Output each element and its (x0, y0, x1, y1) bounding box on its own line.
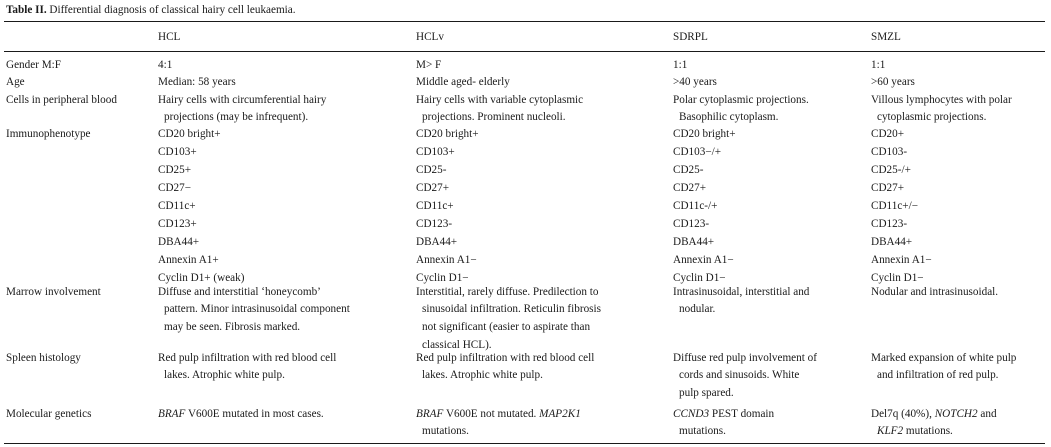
cell-cells-in-peripheral-blood-hclv-line: Hairy cells with variable cytoplasmic (416, 94, 584, 106)
cell-immunophenotype-smzl-line: CD20+ (871, 128, 905, 140)
column-header-hclv: HCLv (416, 31, 444, 43)
top-rule (4, 21, 1045, 22)
cell-marrow-involvement-hclv-line: sinusoidal infiltration. Reticulin fibrosis (422, 303, 601, 315)
cell-immunophenotype-hcl-line: Annexin A1+ (158, 254, 219, 266)
cell-spleen-histology-hclv-line: lakes. Atrophic white pulp. (422, 369, 543, 381)
cell-marrow-involvement-hcl-line: may be seen. Fibrosis marked. (164, 321, 301, 333)
row-label-marrow-involvement: Marrow involvement (6, 286, 101, 298)
cell-age-smzl-line: >60 years (871, 76, 915, 88)
cell-immunophenotype-sdrpl-line: Cyclin D1− (673, 272, 726, 284)
cell-cells-in-peripheral-blood-smzl-line: cytoplasmic projections. (877, 111, 987, 123)
cell-age-sdrpl-line: >40 years (673, 76, 717, 88)
cell-spleen-histology-sdrpl-line: cords and sinusoids. White (679, 369, 800, 381)
cell-immunophenotype-hclv-line: CD123- (416, 218, 453, 230)
cell-immunophenotype-hcl-line: CD11c+ (158, 200, 196, 212)
cell-cells-in-peripheral-blood-hcl-line: Hairy cells with circumferential hairy (158, 94, 327, 106)
cell-marrow-involvement-hclv-line: not significant (easier to aspirate than (422, 321, 591, 333)
cell-gender-m-f-smzl-line: 1:1 (871, 59, 886, 71)
cell-gender-m-f-hclv-line: M> F (416, 59, 442, 71)
row-label-spleen-histology: Spleen histology (6, 352, 81, 364)
cell-immunophenotype-smzl-line: Annexin A1− (871, 254, 932, 266)
cell-marrow-involvement-sdrpl-line: Intrasinusoidal, interstitial and (673, 286, 810, 298)
column-header-hcl: HCL (158, 31, 181, 43)
cell-marrow-involvement-hclv-line: classical HCL). (422, 339, 492, 351)
cell-immunophenotype-hcl-line: Cyclin D1+ (weak) (158, 272, 245, 284)
cell-immunophenotype-hcl-line: CD123+ (158, 218, 197, 230)
cell-immunophenotype-hclv-line: CD25- (416, 164, 447, 176)
cell-immunophenotype-hclv-line: CD11c+ (416, 200, 454, 212)
cell-age-hcl-line: Median: 58 years (158, 76, 236, 88)
cell-immunophenotype-sdrpl-line: CD103−/+ (673, 146, 722, 158)
cell-spleen-histology-sdrpl-line: pulp spared. (679, 387, 734, 399)
cell-immunophenotype-hclv-line: Annexin A1− (416, 254, 477, 266)
cell-immunophenotype-hclv-line: Cyclin D1− (416, 272, 469, 284)
cell-immunophenotype-smzl-line: CD25-/+ (871, 164, 911, 176)
row-label-molecular-genetics: Molecular genetics (6, 408, 92, 420)
cell-spleen-histology-hcl-line: Red pulp infiltration with red blood cell (158, 352, 337, 364)
cell-spleen-histology-sdrpl-line: Diffuse red pulp involvement of (673, 352, 817, 364)
cell-spleen-histology-smzl-line: and infiltration of red pulp. (877, 369, 999, 381)
cell-marrow-involvement-smzl-line: Nodular and intrasinusoidal. (871, 286, 999, 298)
cell-immunophenotype-sdrpl-line: CD25- (673, 164, 704, 176)
cell-immunophenotype-hcl-line: CD25+ (158, 164, 192, 176)
cell-molecular-genetics-smzl-line: Del7q (40%), NOTCH2 and (871, 408, 997, 420)
cell-immunophenotype-sdrpl-line: CD27+ (673, 182, 707, 194)
cell-marrow-involvement-hclv-line: Interstitial, rarely diffuse. Predilection to (416, 286, 599, 298)
row-label-age: Age (6, 76, 25, 88)
row-label-gender-m-f: Gender M:F (6, 59, 61, 71)
column-header-smzl: SMZL (871, 31, 901, 43)
cell-molecular-genetics-hclv-line: BRAF V600E not mutated. MAP2K1 (416, 408, 581, 420)
cell-cells-in-peripheral-blood-sdrpl-line: Polar cytoplasmic projections. (673, 94, 809, 106)
cell-immunophenotype-smzl-line: CD27+ (871, 182, 905, 194)
cell-immunophenotype-hcl-line: CD20 bright+ (158, 128, 221, 140)
cell-spleen-histology-hcl-line: lakes. Atrophic white pulp. (164, 369, 285, 381)
caption-label: Table II. (6, 4, 47, 16)
cell-cells-in-peripheral-blood-hclv-line: projections. Prominent nucleoli. (422, 111, 566, 123)
cell-molecular-genetics-hcl-line: BRAF V600E mutated in most cases. (158, 408, 324, 420)
cell-molecular-genetics-sdrpl-line: mutations. (679, 425, 726, 437)
cell-immunophenotype-sdrpl-line: CD123- (673, 218, 710, 230)
cell-immunophenotype-sdrpl-line: DBA44+ (673, 236, 715, 248)
cell-marrow-involvement-hcl-line: Diffuse and interstitial ‘honeycomb’ (158, 286, 321, 298)
cell-molecular-genetics-smzl-line: KLF2 mutations. (877, 425, 953, 437)
bottom-rule (4, 443, 1045, 444)
cell-age-hclv-line: Middle aged- elderly (416, 76, 510, 88)
cell-marrow-involvement-sdrpl-line: nodular. (679, 303, 716, 315)
row-label-immunophenotype: Immunophenotype (6, 128, 91, 140)
cell-cells-in-peripheral-blood-hcl-line: projections (may be infrequent). (164, 111, 309, 123)
cell-spleen-histology-smzl-line: Marked expansion of white pulp (871, 352, 1017, 364)
cell-immunophenotype-smzl-line: DBA44+ (871, 236, 913, 248)
cell-immunophenotype-smzl-line: CD123- (871, 218, 908, 230)
table-caption (6, 3, 296, 17)
column-header-sdrpl: SDRPL (673, 31, 708, 43)
cell-immunophenotype-hclv-line: CD20 bright+ (416, 128, 479, 140)
row-label-cells-in-peripheral-blood: Cells in peripheral blood (6, 94, 117, 106)
cell-cells-in-peripheral-blood-smzl-line: Villous lymphocytes with polar (871, 94, 1012, 106)
cell-immunophenotype-sdrpl-line: CD11c-/+ (673, 200, 718, 212)
header-rule (4, 51, 1045, 52)
caption-title: Differential diagnosis of classical hairy cell leukaemia. (49, 4, 296, 16)
cell-immunophenotype-hclv-line: CD103+ (416, 146, 455, 158)
cell-immunophenotype-smzl-line: CD11c+/− (871, 200, 919, 212)
cell-immunophenotype-sdrpl-line: Annexin A1− (673, 254, 734, 266)
cell-marrow-involvement-hcl-line: pattern. Minor intrasinusoidal component (164, 303, 350, 315)
cell-immunophenotype-hcl-line: CD103+ (158, 146, 197, 158)
cell-immunophenotype-hclv-line: CD27+ (416, 182, 450, 194)
cell-gender-m-f-sdrpl-line: 1:1 (673, 59, 688, 71)
cell-cells-in-peripheral-blood-sdrpl-line: Basophilic cytoplasm. (679, 111, 779, 123)
cell-immunophenotype-hcl-line: CD27− (158, 182, 192, 194)
cell-molecular-genetics-hclv-line: mutations. (422, 425, 469, 437)
cell-immunophenotype-hclv-line: DBA44+ (416, 236, 458, 248)
cell-gender-m-f-hcl-line: 4:1 (158, 59, 173, 71)
cell-immunophenotype-hcl-line: DBA44+ (158, 236, 200, 248)
cell-spleen-histology-hclv-line: Red pulp infiltration with red blood cell (416, 352, 595, 364)
cell-molecular-genetics-sdrpl-line: CCND3 PEST domain (673, 408, 775, 420)
cell-immunophenotype-smzl-line: Cyclin D1− (871, 272, 924, 284)
cell-immunophenotype-sdrpl-line: CD20 bright+ (673, 128, 736, 140)
cell-immunophenotype-smzl-line: CD103- (871, 146, 908, 158)
